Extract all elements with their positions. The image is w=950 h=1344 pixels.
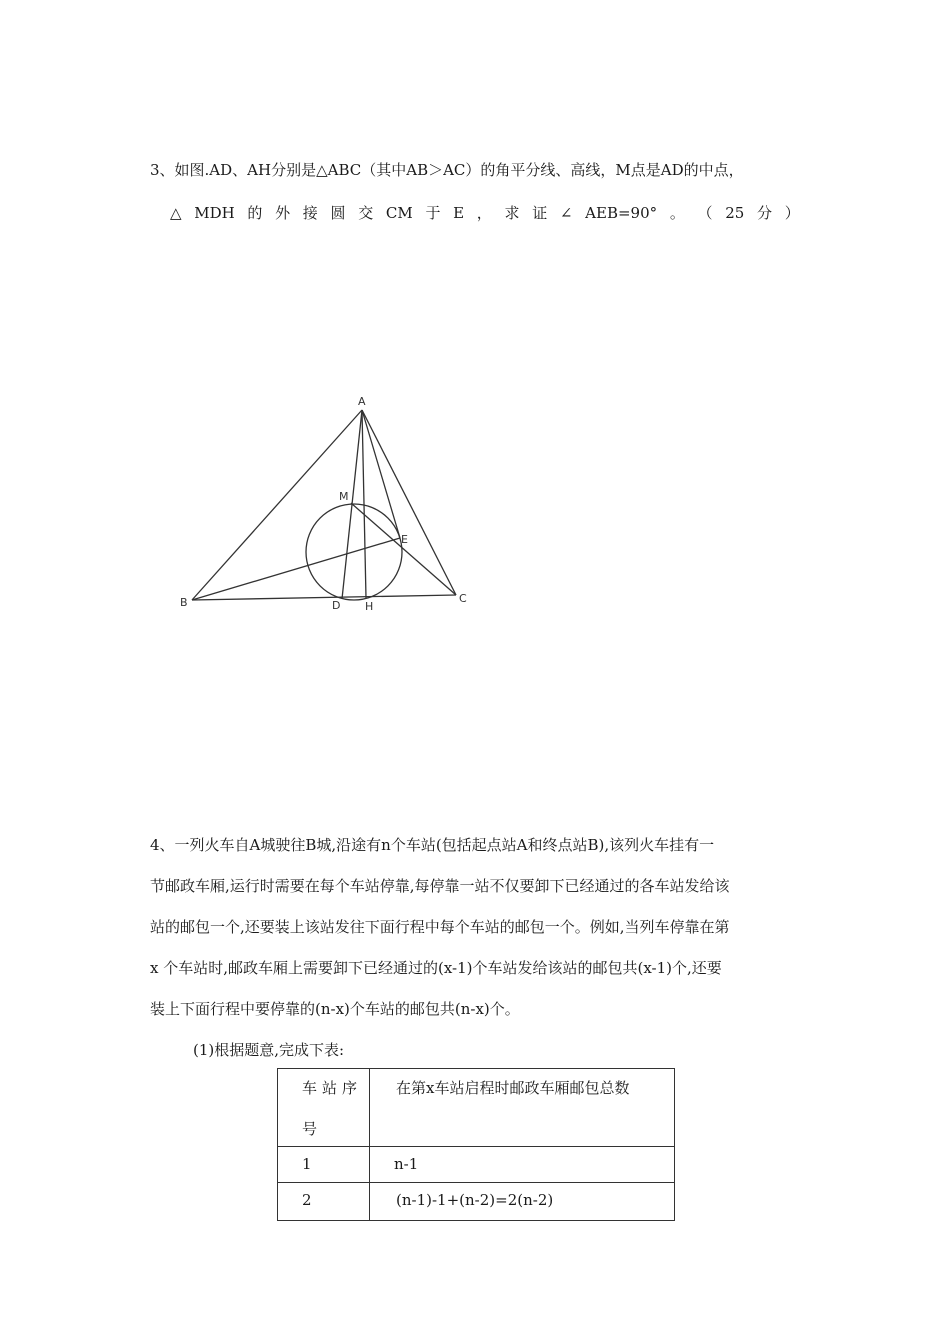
problem3-token: 证 — [532, 204, 548, 222]
problem3-token: MDH — [194, 204, 235, 222]
segment-AC — [362, 410, 456, 595]
problem3-token: 外 — [275, 204, 291, 222]
problem3-line2 — [170, 203, 800, 223]
station-number: 1 — [302, 1155, 312, 1173]
problem3-token: 分 — [757, 204, 773, 222]
table-header-row — [278, 1069, 675, 1147]
problem3-token: ∠ — [559, 204, 573, 222]
problem3-token: △ — [170, 204, 182, 222]
parcel-total: n-1 — [394, 1155, 419, 1173]
label-A: A — [358, 395, 366, 408]
label-E: E — [401, 533, 408, 546]
header-station: 车站序 号 — [278, 1069, 370, 1147]
geometry-figure — [170, 385, 480, 625]
problem3-token: CM — [385, 204, 413, 222]
problem3-token: 求 — [504, 204, 520, 222]
label-C: C — [459, 592, 467, 605]
table-row — [278, 1183, 675, 1221]
problem4-line2: 节邮政车厢,运行时需要在每个车站停靠,每停靠一站不仅要卸下已经通过的各车站发给该 — [150, 877, 730, 895]
problem4-line1: 4、一列火车自A城驶往B城,沿途有n个车站(包括起点站A和终点站B),该列火车挂有一 — [150, 836, 715, 854]
label-M: M — [339, 490, 349, 503]
problem3-token: E — [453, 204, 465, 222]
label-H: H — [365, 600, 374, 613]
problem3-token: 圆 — [330, 204, 346, 222]
problem3-token: ） — [784, 204, 800, 222]
problem3-token: 接 — [302, 204, 318, 222]
question-1-prompt: (1)根据题意,完成下表: — [193, 1041, 345, 1059]
problem3-token: 于 — [425, 204, 441, 222]
problem4-line3: 站的邮包一个,还要装上该站发往下面行程中每个车站的邮包一个。例如,当列车停靠在第 — [150, 918, 730, 936]
parcel-total: (n-1)-1+(n-2)=2(n-2) — [396, 1191, 554, 1209]
problem3-token: 的 — [247, 204, 263, 222]
problem3-token: （ — [697, 204, 713, 222]
label-D: D — [332, 599, 341, 612]
problem3-token: 交 — [358, 204, 374, 222]
problem3-token: 。 — [669, 204, 685, 222]
header-total: 在第x车站启程时邮政车厢邮包总数 — [370, 1069, 675, 1147]
segment-MC — [351, 503, 456, 595]
segment-AH — [362, 410, 366, 598]
segment-BE — [192, 538, 400, 600]
problem3-token: ， — [476, 204, 492, 222]
segment-AB — [192, 410, 362, 600]
station-table — [277, 1068, 675, 1221]
problem3-line1: 3、如图.AD、AH分别是△ABC（其中AB＞AC）的角平分线、高线，M点是AD的中点， — [150, 161, 744, 179]
segment-BC — [192, 595, 456, 600]
table-row — [278, 1147, 675, 1183]
problem3-token: 25 — [725, 204, 745, 222]
station-number: 2 — [302, 1191, 312, 1209]
label-B: B — [180, 596, 188, 609]
problem4-line4: x 个车站时,邮政车厢上需要卸下已经通过的(x-1)个车站发给该站的邮包共(x-1)个,还要 — [150, 959, 722, 977]
problem4-line5: 装上下面行程中要停靠的(n-x)个车站的邮包共(n-x)个。 — [150, 1000, 520, 1018]
problem3-token: AEB=90° — [585, 204, 658, 222]
